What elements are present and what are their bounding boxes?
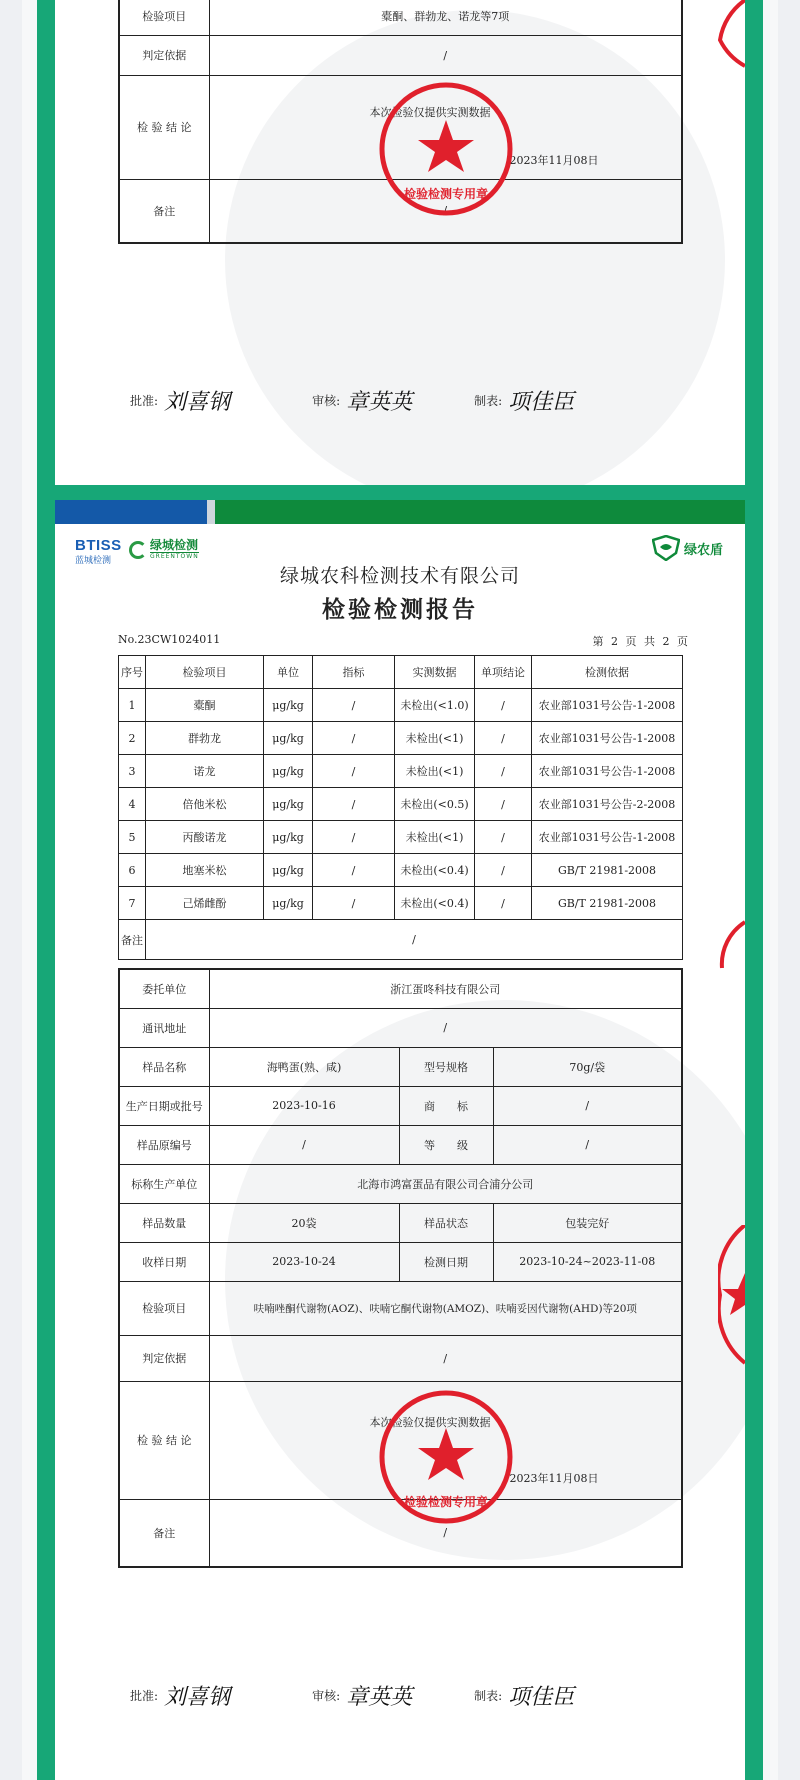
table-cell: / bbox=[313, 722, 395, 755]
table-cell: μg/kg bbox=[264, 755, 313, 788]
prepare-signature: 项佳臣 bbox=[508, 390, 575, 415]
review-label: 审核: bbox=[312, 394, 341, 408]
table-cell: 农业部1031号公告-2-2008 bbox=[532, 788, 683, 821]
table-cell: 2 bbox=[119, 722, 146, 755]
greentown-leaf-icon bbox=[129, 541, 147, 559]
report-page-1 bbox=[55, 0, 745, 485]
signature-row bbox=[130, 1680, 690, 1711]
prepare-signature: 项佳臣 bbox=[508, 1685, 575, 1710]
table-row bbox=[119, 969, 682, 1008]
table-cell: / bbox=[475, 722, 532, 755]
table-cell: 包装完好 bbox=[493, 1203, 682, 1242]
table-cell: 6 bbox=[119, 854, 146, 887]
table-cell: / bbox=[475, 887, 532, 920]
table-cell: / bbox=[313, 887, 395, 920]
table-row bbox=[119, 1203, 682, 1242]
table-cell: 2023-10-24 bbox=[209, 1242, 399, 1281]
table-cell: GB/T 21981-2008 bbox=[532, 854, 683, 887]
table-cell: 橐酮 bbox=[146, 689, 264, 722]
table-cell: / bbox=[313, 821, 395, 854]
column-header: 序号 bbox=[119, 656, 146, 689]
table-cell: 己烯雌酚 bbox=[146, 887, 264, 920]
table-cell: 倍他米松 bbox=[146, 788, 264, 821]
table-row bbox=[119, 1164, 682, 1203]
table-cell: / bbox=[493, 1086, 682, 1125]
table-row bbox=[119, 887, 683, 920]
table-cell: / bbox=[209, 1125, 399, 1164]
table-cell: 4 bbox=[119, 788, 146, 821]
column-header: 单项结论 bbox=[475, 656, 532, 689]
table-cell: 生产日期或批号 bbox=[119, 1086, 209, 1125]
review-label: 审核: bbox=[312, 1689, 341, 1703]
table-cell: 农业部1031号公告-1-2008 bbox=[532, 722, 683, 755]
lvnongdun-logo: 绿农盾 bbox=[652, 535, 723, 561]
table-row bbox=[119, 1242, 682, 1281]
table-row bbox=[119, 722, 683, 755]
table-cell: 备注 bbox=[119, 179, 209, 243]
official-seal bbox=[377, 1388, 515, 1526]
table-cell: 丙酸诺龙 bbox=[146, 821, 264, 854]
table-cell: 诺龙 bbox=[146, 755, 264, 788]
table-cell: 商 标 bbox=[399, 1086, 493, 1125]
table-cell: μg/kg bbox=[264, 821, 313, 854]
table-cell: 未检出(<0.4) bbox=[395, 854, 475, 887]
approve-label: 批准: bbox=[130, 394, 159, 408]
approve-signature: 刘喜钢 bbox=[164, 390, 231, 415]
table-cell: 橐酮、群勃龙、诺龙等7项 bbox=[209, 0, 682, 35]
table-cell: / bbox=[313, 755, 395, 788]
table-cell: 检验项目 bbox=[119, 0, 209, 35]
table-cell: μg/kg bbox=[264, 788, 313, 821]
column-header: 单位 bbox=[264, 656, 313, 689]
table-cell: 样品原编号 bbox=[119, 1125, 209, 1164]
table-cell: / bbox=[209, 1499, 682, 1567]
table-cell: 未检出(<0.4) bbox=[395, 887, 475, 920]
seal-fragment bbox=[718, 920, 745, 970]
company-name: 绿城农科检测技术有限公司 bbox=[279, 565, 520, 587]
table-cell: 样品名称 bbox=[119, 1047, 209, 1086]
review-signature: 章英英 bbox=[346, 1685, 413, 1710]
table-cell: GB/T 21981-2008 bbox=[532, 887, 683, 920]
table-cell: 7 bbox=[119, 887, 146, 920]
table-cell: μg/kg bbox=[264, 887, 313, 920]
table-cell: / bbox=[209, 1335, 682, 1381]
conclusion-date: 2023年11月08日 bbox=[509, 153, 599, 167]
report-number: No.23CW1024011 bbox=[118, 633, 221, 646]
table-row bbox=[119, 689, 683, 722]
seal-fragment bbox=[718, 1225, 745, 1365]
table-cell: 农业部1031号公告-1-2008 bbox=[532, 689, 683, 722]
table-cell: / bbox=[209, 35, 682, 75]
right-edge-strip bbox=[763, 0, 778, 1780]
table-cell: 型号规格 bbox=[399, 1047, 493, 1086]
table-cell: / bbox=[475, 788, 532, 821]
table-row bbox=[119, 920, 683, 960]
prepare-label: 制表: bbox=[474, 1689, 503, 1703]
table-cell: 2023-10-16 bbox=[209, 1086, 399, 1125]
svg-text:检验检测专用章: 检验检测专用章 bbox=[403, 1495, 489, 1509]
table-cell: 样品数量 bbox=[119, 1203, 209, 1242]
table-row bbox=[119, 1125, 682, 1164]
table-cell: / bbox=[475, 854, 532, 887]
table-row bbox=[119, 755, 683, 788]
note-label: 备注 bbox=[119, 920, 146, 960]
table-header-row bbox=[119, 656, 683, 689]
table-row bbox=[119, 1047, 682, 1086]
left-edge-strip bbox=[22, 0, 37, 1780]
table-cell: 备注 bbox=[119, 1499, 209, 1567]
btiss-logo: BTISS 蓝城检测 bbox=[75, 537, 122, 566]
table-cell: / bbox=[209, 1008, 682, 1047]
test-items-table bbox=[118, 655, 683, 960]
seal-fragment bbox=[718, 0, 745, 70]
page-count: 第 2 页 共 2 页 bbox=[592, 635, 690, 648]
table-cell: 北海市鸿富蛋品有限公司合浦分公司 bbox=[209, 1164, 682, 1203]
table-cell: 农业部1031号公告-1-2008 bbox=[532, 755, 683, 788]
table-cell: 未检出(<1.0) bbox=[395, 689, 475, 722]
table-cell: 3 bbox=[119, 755, 146, 788]
table-cell: 1 bbox=[119, 689, 146, 722]
table-cell: 5 bbox=[119, 821, 146, 854]
table-cell: 地塞米松 bbox=[146, 854, 264, 887]
table-cell: μg/kg bbox=[264, 854, 313, 887]
column-header: 检验项目 bbox=[146, 656, 264, 689]
table-cell: 检验项目 bbox=[119, 1281, 209, 1335]
table-row bbox=[119, 1008, 682, 1047]
table-cell: μg/kg bbox=[264, 722, 313, 755]
approve-label: 批准: bbox=[130, 1689, 159, 1703]
review-signature: 章英英 bbox=[346, 390, 413, 415]
table-cell: 未检出(<1) bbox=[395, 755, 475, 788]
table-cell: / bbox=[475, 689, 532, 722]
conclusion-text: 本次检验仅提供实测数据 bbox=[369, 105, 491, 119]
table-cell: 未检出(<1) bbox=[395, 821, 475, 854]
table-cell: 标称生产单位 bbox=[119, 1164, 209, 1203]
report-title: 检验检测报告 bbox=[322, 597, 478, 623]
note-value: / bbox=[146, 920, 683, 960]
table-row bbox=[119, 788, 683, 821]
table-cell: 群勃龙 bbox=[146, 722, 264, 755]
table-cell: 判定依据 bbox=[119, 1335, 209, 1381]
table-cell: 判定依据 bbox=[119, 35, 209, 75]
table-cell: / bbox=[313, 689, 395, 722]
table-cell: / bbox=[313, 854, 395, 887]
table-row bbox=[119, 0, 682, 35]
table-cell: 样品状态 bbox=[399, 1203, 493, 1242]
column-header: 实测数据 bbox=[395, 656, 475, 689]
table-cell: 20袋 bbox=[209, 1203, 399, 1242]
table-row bbox=[119, 854, 683, 887]
conclusion-date: 2023年11月08日 bbox=[509, 1471, 599, 1485]
table-row bbox=[119, 821, 683, 854]
table-cell: / bbox=[493, 1125, 682, 1164]
table-cell: 农业部1031号公告-1-2008 bbox=[532, 821, 683, 854]
table-row bbox=[119, 1281, 682, 1335]
top-color-band bbox=[55, 500, 745, 524]
prepare-label: 制表: bbox=[474, 394, 503, 408]
table-cell: 委托单位 bbox=[119, 969, 209, 1008]
svg-text:检验检测专用章: 检验检测专用章 bbox=[403, 187, 489, 201]
table-cell: 海鸭蛋(熟、咸) bbox=[209, 1047, 399, 1086]
table-cell: μg/kg bbox=[264, 689, 313, 722]
report-page-2 bbox=[55, 500, 745, 1780]
table-cell: / bbox=[209, 179, 682, 243]
signature-row bbox=[130, 385, 690, 416]
table-row bbox=[119, 1335, 682, 1381]
shield-icon bbox=[652, 535, 680, 561]
conclusion-text: 本次检验仅提供实测数据 bbox=[369, 1415, 491, 1429]
table-cell: 未检出(<0.5) bbox=[395, 788, 475, 821]
table-cell: 检测日期 bbox=[399, 1242, 493, 1281]
table-cell: 2023-10-24~2023-11-08 bbox=[493, 1242, 682, 1281]
official-seal bbox=[377, 80, 515, 218]
table-row bbox=[119, 1086, 682, 1125]
table-cell: 检 验 结 论 bbox=[119, 1381, 209, 1499]
table-cell: 收样日期 bbox=[119, 1242, 209, 1281]
table-cell: / bbox=[475, 755, 532, 788]
column-header: 指标 bbox=[313, 656, 395, 689]
table-row bbox=[119, 35, 682, 75]
table-cell: / bbox=[475, 821, 532, 854]
table-cell: 70g/袋 bbox=[493, 1047, 682, 1086]
table-cell: 检 验 结 论 bbox=[119, 75, 209, 179]
approve-signature: 刘喜钢 bbox=[164, 1685, 231, 1710]
column-header: 检测依据 bbox=[532, 656, 683, 689]
table-cell: 浙江蛋咚科技有限公司 bbox=[209, 969, 682, 1008]
table-cell: 未检出(<1) bbox=[395, 722, 475, 755]
table-cell: / bbox=[313, 788, 395, 821]
table-cell: 通讯地址 bbox=[119, 1008, 209, 1047]
greentown-logo: 绿城检测 GREENTOWN bbox=[129, 539, 199, 560]
table-cell: 呋喃唑酮代谢物(AOZ)、呋喃它酮代谢物(AMOZ)、呋喃妥因代谢物(AHD)等20项 bbox=[209, 1281, 682, 1335]
table-cell: 等 级 bbox=[399, 1125, 493, 1164]
